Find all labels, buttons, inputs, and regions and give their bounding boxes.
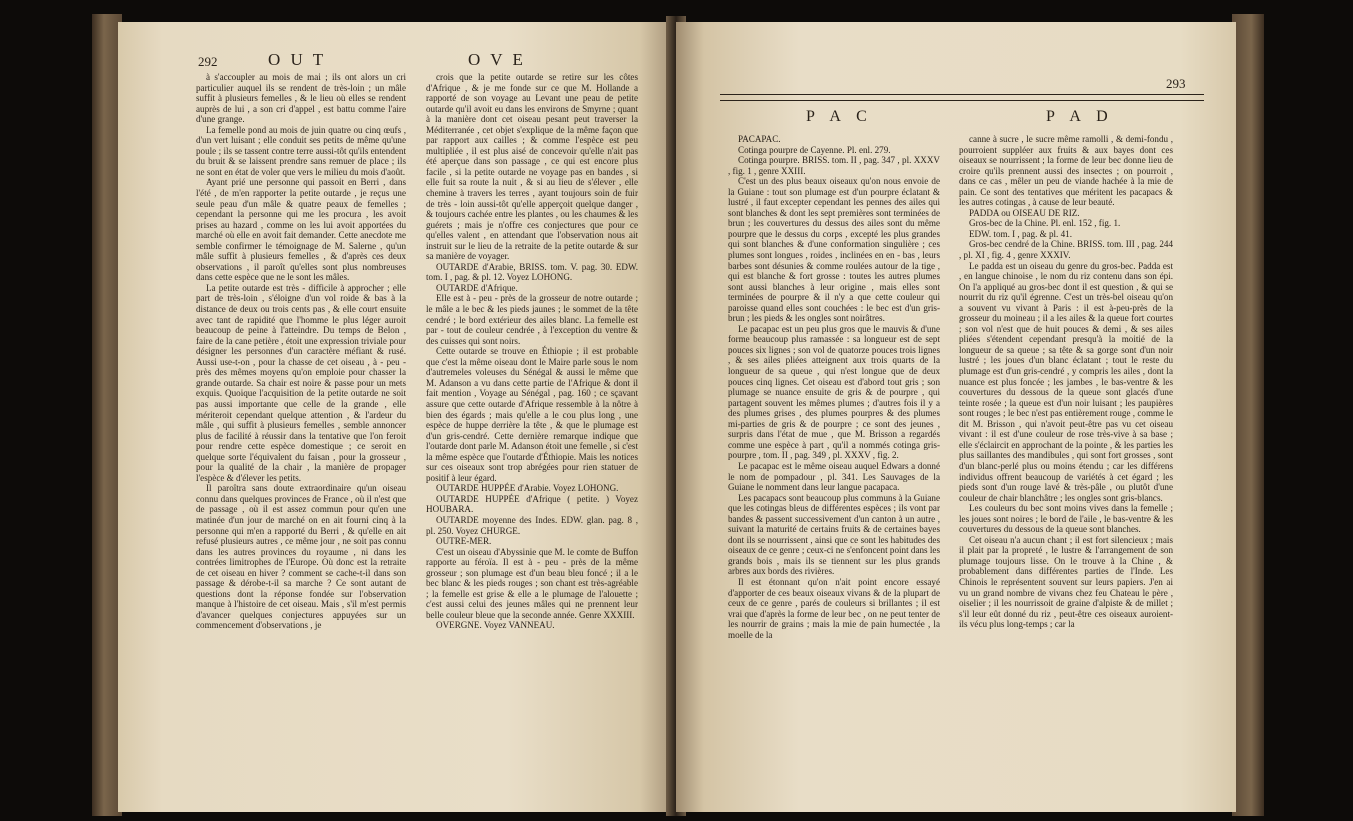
left-page [118,22,673,812]
paragraph: Cotinga pourpre de Cayenne. Pl. enl. 279. [738,144,891,155]
paragraph: Cette outarde se trouve en Éthiopie ; il est probable que c'est la même oiseau dont le Maire parle sous le nom d'autremeles voleuses du Sénégal & aussi le même que M. Adanson a vu dans cette partie de l'Afrique & dont il fait mention , Voyage au Sénégal , pag. 160 ; ce sçavant assure que cette outarde d'Afrique ressemble à la nôtre à bien des égards ; mais qu'elle a le cou plus long , une espèce de huppe derrière la tête , & que le plumage est d'un gris-cendré. Cette dernière remarque indique que l'outarde dont parle M. Adanson étoit une femelle , si c'est la même espèce que l'outarde d'Éthiopie. Mais les notices sur ces oiseaux sont trop abrégées pour rien statuer de positif à leur égard. [426,346,638,483]
paragraph: Gros-bec de la Chine. Pl. enl. 152 , fig. 1. [969,218,1121,229]
paragraph: La petite outarde est très - difficile à approcher ; elle part de très-loin , s'éloigne d'un vol roide & bas à la distance de deux ou trois cents pas , & elle court ensuite avec tant de rapidité que l'homme le plus léger auroit beaucoup de peine à l'atteindre. Du temps de Belon , faire de la cane petière , étoit une expression triviale pour désigner les personnes d'un caractère méfiant & rusé. Aussi use-t-on , pour la chasse de cet oiseau , à - peu - près des mêmes moyens qu'on emploie pour chasser la grande outarde. Sa chair est noire & passe pour un mets exquis. Quoique l'acquisition de la petite outarde ne soit pas aussi importante que celle de la grande , elle mériteroit cependant quelque attention , & l'ardeur du mâle , qui suffit à plusieurs femelles , semble annoncer plus de facilité à réussir dans la tentative que l'on feroit pour rendre cette espèce domestique ; ce seroit en quelque sorte l'équivalent du faisan , pour la grosseur , pour la qualité de la chair , la manière de propager l'espèce & d'élever les petits. [196,282,406,483]
paragraph: Ayant prié une personne qui passoit en Berri , dans l'été , de m'en rapporter la petite outarde , je reçus une seule peau d'un mâle & quatre peaux de femelles ; cependant la personne qui me les procura , les avoit prises au hazard , comme on les lui avoit apportées du marché où elle en avoit fait demander. Cette anecdote me semble confirmer le témoignage de M. Salerne , qu'un mâle suffit à plusieurs femelles , & d'après ces deux observations , il paroît qu'elles sont plus nombreuses dans cette espèce que ne le sont les mâles. [196,177,406,283]
text-column-left [728,134,940,784]
header-rule [720,94,1204,101]
paragraph: Gros-bec cendré de la Chine. BRISS. tom. III , pag. 244 , pl. XI , fig. 4 , genre XXXIV. [959,239,1173,261]
paragraph: Le padda est un oiseau du genre du gros-bec. Padda est , en langue chinoise , le nom du riz contenu dans son épi. On l'a appliqué au gros-bec dont il est question , & qui se nourrit du riz qu'il égrenne. C'est un très-bel oiseau qu'on a souvent vu vivant à Paris : il est à-peu-près de la grosseur du moineau ; il a les ailes & la queue fort courtes ; son vol n'est que de huit pouces & demi , & ses ailes pliées s'étendent cependant presqu'à la moitié de la longueur de sa queue ; sa tête & sa gorge sont d'un noir lustré ; les joues d'un blanc éclatant ; tout le reste du plumage est d'un gris-cendré , y compris les ailes , dont la nuance est plus foncée ; les jambes , le bas-ventre & les couvertures du dessous de la queue sont glacés d'une teinte rosée ; la queue est d'un noir luisant ; les paupières sont rouges ; le bec n'est pas entièrement rouge , comme le dit M. Brisson , qui n'avoit peut-être pas vu cet oiseau vivant : il est d'une couleur de rose très-vive à sa base ; elle s'éclaircit en approchant de la pointe , & les parties les plus saillantes des mandibules , qui sont fort grosses , sont d'un blanc-perlé plus ou moins étendu ; car les différens individus offrent beaucoup de variétés à cet égard ; les pieds sont d'un rouge lavé & très-pâle , ou plutôt d'une couleur de chair blanchâtre ; les ongles sont gris-blancs. [959,260,1173,503]
text-column-right [959,134,1173,784]
paragraph: Le pacapac est le même oiseau auquel Edwars a donné le nom de pompadour , pl. 341. Les Sauvages de la Guiane le nomment dans leur langue pacapaca. [728,460,940,493]
paragraph: Il paroîtra sans doute extraordinaire qu'un oiseau connu dans quelques provinces de France , où il n'est que de passage , où il est assez commun pour qu'en une matinée d'un jour de marché on en ait fourni cinq à la personne qui m'en a rapporté du Berri , & qu'elle en ait refusé plusieurs autres , ce même jour , ne soit pas connu dans les autres provinces du royaume , ni dans les contrées limitrophes de l'Europe. Où donc est la retraite de cet oiseau en hiver ? comment se cache-t-il dans son passage & dérobe-t-il sa marche ? Ce sont autant de questions dont la réponse fondée sur l'observation manque à l'histoire de cet oiseau. Mais , s'il m'est permis d'avancer quelques conjectures appuyées sur un commencement d'observations , je [196,483,406,631]
section-title: P A D [1046,108,1114,125]
paragraph: Cet oiseau n'a aucun chant ; il est fort silencieux ; mais il plait par la propreté , le lustre & l'arrangement de son plumage toujours lisse. On le trouve à la Chine , & probablement dans différentes parties de l'Inde. Les Chinois le représentent souvent sur leurs papiers. J'en ai vu un grand nombre de vivans chez feu Chateau le père , oiselier ; il les nourrissoit de graine d'alpiste & de millet ; s'il leur eût donné du riz , peut-être ces oiseaux auroient-ils vécu plus long-temps ; car la [959,534,1173,630]
paragraph: OUTARDE HUPPÉE d'Afrique ( petite. ) Voyez HOUBARA. [426,493,638,515]
text-column-left [196,72,406,752]
paragraph: C'est un des plus beaux oiseaux qu'on nous envoie de la Guiane : tout son plumage est d'un pourpre éclatant & lustré , il faut excepter cependant les pennes des ailes qui sont blanches & dont les sept premières sont terminées de brun ; les couvertures du dessus des ailes sont du même pourpre que le dessus du corps , excepté les plus grandes qui sont blanches & d'une conformation singulière ; ces plumes sont longues , roides , inclinées en en - bas , leurs barbes sont désunies & comme roulées autour de la tige , qui est blanche & fort grosse : toutes les autres plumes sont aussi blanches à leur origine , mais elles sont terminées de pourpre & il n'y a que cette couleur qui paroisse quand elles sont couchées : le bec est d'un gris-brun ; les pieds & les ongles sont noirâtres. [728,176,940,324]
running-head: O V E [468,50,526,69]
paragraph: OUTARDE d'Arabie, BRISS. tom. V. pag. 30. EDW. tom. I , pag. & pl. 12. Voyez LOHONG. [426,261,638,283]
running-head: O U T [268,50,327,69]
paragraph: PACAPAC. [738,134,781,144]
paragraph: EDW. tom. I , pag. & pl. 41. [969,228,1072,239]
text-column-right [426,72,638,752]
paragraph: La femelle pond au mois de juin quatre ou cinq œufs , d'un vert luisant ; elle conduit ses petits de même qu'une poule ; ils se tassent contre terre aussi-tôt qu'ils entendent du bruit & se laissent prendre sans remuer de place ; ils ne sont en état de voler que vers le milieu du mois d'août. [196,124,406,177]
right-page [676,22,1236,812]
paragraph: OUTARDE moyenne des Indes. EDW. glan. pag. 8 , pl. 250. Voyez CHURGE. [426,514,638,536]
paragraph: Elle est à - peu - près de la grosseur de notre outarde ; le mâle a le bec & les pieds jaunes ; le sommet de la tête cendré ; le bord extérieur des ailes blanc. La femelle est par - tout de couleur cendrée , à l'exception du ventre & des cuisses qui sont noirs. [426,293,638,346]
paragraph: Les couleurs du bec sont moins vives dans la femelle ; les joues sont noires ; le bord de l'aile , le bas-ventre & les couvertures du dessous de la queue sont blanches. [959,503,1173,535]
paragraph: Il est étonnant qu'on n'ait point encore essayé d'apporter de ces beaux oiseaux vivans & de la plupart de ceux de ce genre , parés de couleurs si brillantes ; il est vrai que d'après la forme de leur bec , on ne peut tenter de les nourrir de grains ; mais la mie de pain humectée , la moelle de la [728,576,940,640]
paragraph: canne à sucre , le sucre même ramolli , & demi-fondu , pourroient suppléer aux fruits & aux bayes dont ces oiseaux se nourrissent ; la forme de leur bec donne lieu de croire qu'ils prennent aussi des insectes ; on pourroit , dans ce cas , mêler un peu de viande hachée à la mie de pain. Ce sont des tentatives que méritent les pacapacs & les autres cotingas , à cause de leur beauté. [959,134,1173,208]
paragraph: Cotinga pourpre. BRISS. tom. II , pag. 347 , pl. XXXV , fig. 1 , genre XXIII. [728,155,940,176]
paragraph: à s'accoupler au mois de mai ; ils ont alors un cri particulier auquel ils se rendent de très-loin ; un mâle suffit à plusieurs femelles , & le lieu où elles se rendent auprès de lui , a son cri d'appel , est battu comme l'aire d'une grange. [196,72,406,125]
paragraph: PADDA ou OISEAU DE RIZ. [969,207,1080,218]
paragraph: OUTARDE HUPPÉE d'Arabie. Voyez LOHONG. [436,483,619,494]
right-page-edges [1232,14,1264,816]
paragraph: Le pacapac est un peu plus gros que le mauvis & d'une forme beaucoup plus ramassée : sa longueur est de sept pouces six lignes ; son vol de quatorze pouces trois lignes , & ses ailes pliées atteignent aux trois quarts de la longueur de sa queue , qui n'est longue que de deux pouces cinq lignes. Cet oiseau est d'abord tout gris ; son plumage se nuance ensuite de gris & de pourpre , qui partagent souvent les mêmes plumes ; d'autres fois il y a des plumes grises , des plumes pourpres & des plumes mi-parties de gris & de pourpre ; ce sont des jeunes , surpris dans l'état de mue , que M. Brisson a regardés comme une espèce à part , qu'il a nommés cotinga gris-pourpre , tom. II , pag. 349 , pl. XXXV , fig. 2. [728,323,940,461]
paragraph: C'est un oiseau d'Abyssinie que M. le comte de Buffon rapporte au féroïa. Il est à - peu - près de la même grosseur ; son plumage est d'un beau bleu foncé ; il a le bec blanc & les pieds rouges ; son chant est très-agréable ; la femelle est grise & elle a le plumage de l'alouette ; c'est aussi celui des jeunes mâles qui ne prennent leur belle couleur bleue que la seconde année. Genre XXXIII. [426,546,638,620]
paragraph: Les pacapacs sont beaucoup plus communs à la Guiane que les cotingas bleus de différentes espèces ; ils vont par bandes & passent successivement d'un canton à un autre , suivant la maturité de certains fruits & de certaines bayes dont ils se nourrissent , ainsi que ce sont les habitudes des oiseaux de ce genre ; ceux-ci ne s'enfoncent point dans les grands bois , mais ils se tiennent sur les plus grands arbres aux bords des rivières. [728,492,940,577]
paragraph: OUTRE-MER. [436,536,492,547]
paragraph: crois que la petite outarde se retire sur les côtes d'Afrique , & je me fonde sur ce que M. Hollande a rapporté de son voyage au Levant une peau de petite outarde qu'il avoit eu dans les environs de Smyrne ; quant à la manière dont cet oiseau pesant peut traverser la Méditerranée , cet objet s'explique de la même façon que par rapport aux cailles ; & comme l'espèce est peu multipliée , il est plus aisé de concevoir qu'elle n'ait pas été aperçue dans son passage , ce qui est encore plus facile , si la petite outarde ne voyage pas en bandes , si elle fuit sa route la nuit , & si au lieu de s'élever , elle chemine à travers les terres , ayant toujours soin de fuir de très - loin aussi-tôt qu'elle apperçoit quelque danger , & toujours cachée entre les plantes , ou les chaumes & les guérets ; mais je n'offre ces conjectures que pour ce qu'elles valent , en attendant que l'observation nous ait instruit sur le lieu de la retraite de la petite outarde & sur sa manière de voyager. [426,72,638,262]
page-number: 293 [1166,76,1186,91]
section-title: P A C [806,108,873,125]
paragraph: OUTARDE d'Afrique. [436,282,518,293]
page-number: 292 [198,54,218,69]
paragraph: OVERGNE. Voyez VANNEAU. [436,620,555,631]
